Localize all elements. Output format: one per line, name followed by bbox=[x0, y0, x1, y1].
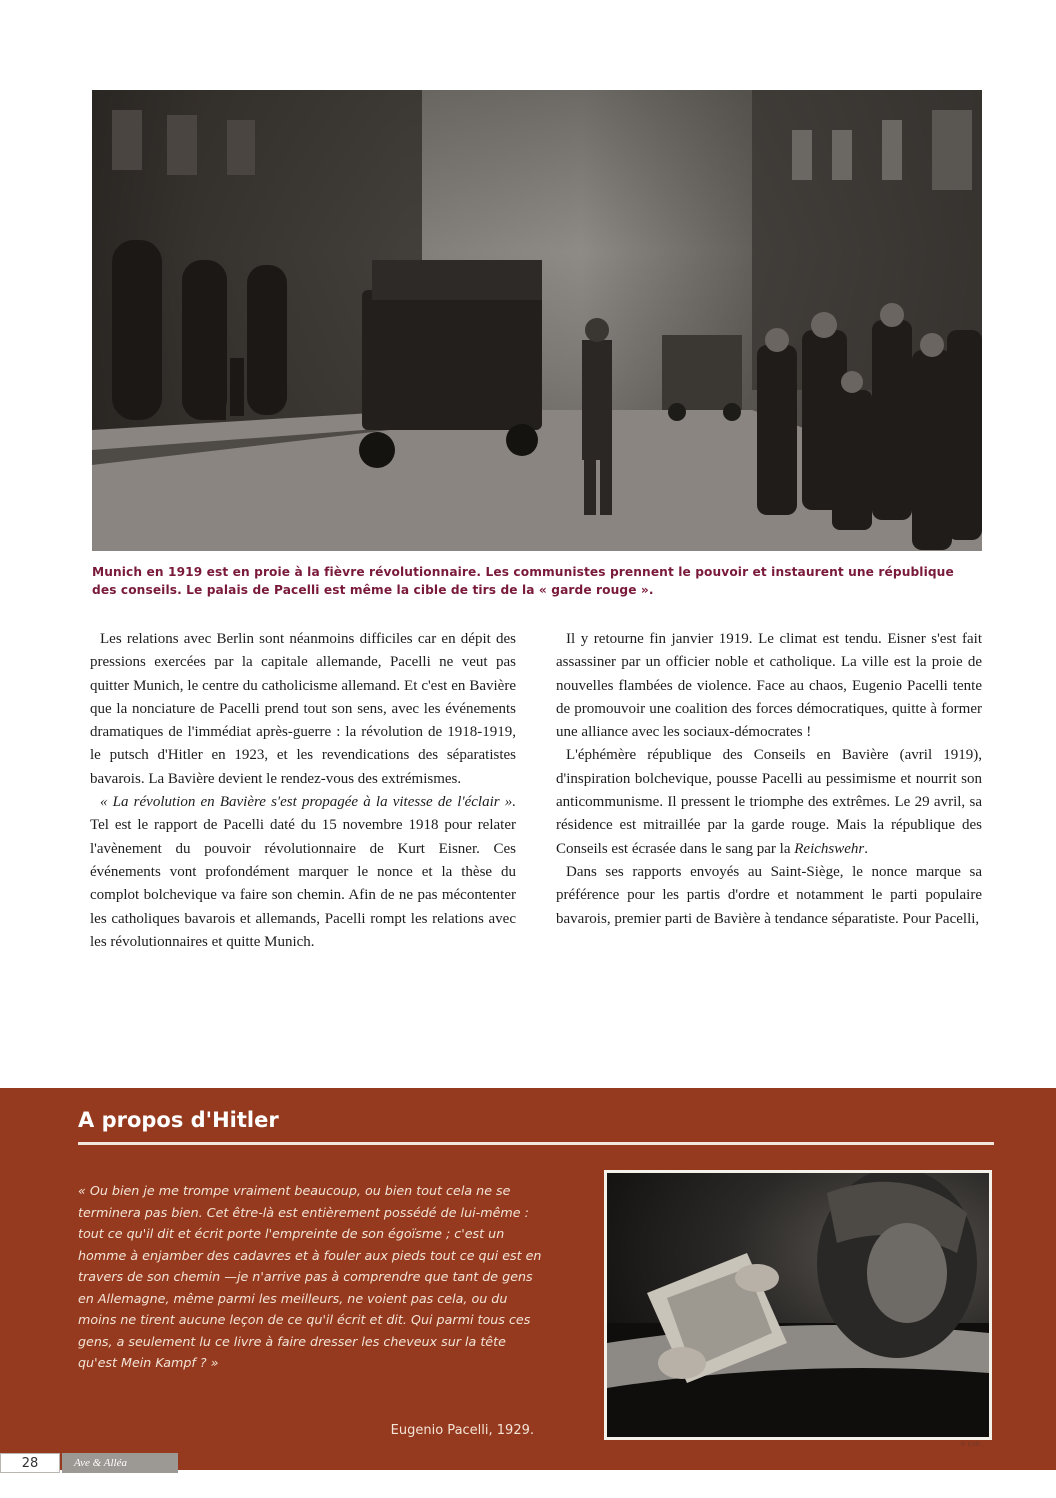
council-republic-text: L'éphémère république des Conseils en Bavière (avril 1919), d'inspiration bolchevique, pousse Pacelli au pessimisme et nourrit son anticommunisme. Il pressent le triomphe des extrêmes. Le 29 avril, sa résidence est mitraillée par la garde rouge. Mais la république des Conseils est écrasée dans le sang par la bbox=[556, 747, 982, 857]
hitler-map-photo bbox=[604, 1170, 992, 1440]
paragraph-reports-holy-see: Dans ses rapports envoyés au Saint-Siège, le nonce marque sa préférence pour les partis d'ordre et notamment le parti populaire bavarois, premier parti de Bavière à tendance séparatiste. Pour Pacelli, bbox=[556, 863, 982, 927]
council-republic-end: . bbox=[864, 840, 868, 857]
photo-caption: Munich en 1919 est en proie à la fièvre révolutionnaire. Les communistes prennent le pouvoir et instaurent une république des conseils. Le palais de Pacelli est même la cible de tirs de la « garde rouge ». bbox=[92, 565, 954, 597]
article-column-right bbox=[556, 628, 982, 931]
paragraph-revolution-report bbox=[90, 791, 516, 954]
munich-street-photo bbox=[92, 90, 982, 551]
article-column-left bbox=[90, 628, 516, 954]
pacelli-quote: « Ou bien je me trompe vraiment beaucoup, ou bien tout cela ne se terminera pas bien. Cet être-là est entièrement possédé de lui-même : tout ce qu'il dit et écrit porte l'empreinte de son égoïsme ; c'est un homme à enjamber des cadavres et à fouler aux pieds tout ce qui est en travers de son chemin —je n'arrive pas à comprendre que tant de gens en Allemagne, même parmi les meilleurs, ne voient pas cela, ou du moins ne tirent aucune leçon de ce qu'il écrit et dit. Qui parmi tous ces gens, a seulement lu ce livre à faire dresser les cheveux sur la tête qu'est Mein Kampf ? » bbox=[78, 1183, 542, 1370]
paragraph-berlin-relations: Les relations avec Berlin sont néanmoins difficiles car en dépit des pressions exercées par la capitale allemande, Pacelli ne veut pas quitter Munich, le centre du catholicisme allemand. Et c'est en Bavière que la nonciature de Pacelli prend tout son sens, avec les événements dramatiques de l'immédiat après-guerre : la révolution de 1918-1919, le putsch d'Hitler en 1923, et les revendications des séparatistes bavarois. La Bavière devient le rendez-vous des extrémismes. bbox=[90, 631, 516, 787]
paragraph-return-january: Il y retourne fin janvier 1919. Le climat est tendu. Eisner s'est fait assassiner par un officier noble et catholique. La ville est la proie de nouvelles flambées de violence. Face au chaos, Eugenio Pacelli tente de promouvoir une coalition des forces démocratiques, quitte à former une alliance avec les sociaux-démocrates ! bbox=[556, 631, 982, 741]
paragraph-council-republic bbox=[556, 744, 982, 860]
sidebar-title: A propos d'Hitler bbox=[78, 1108, 279, 1132]
photo-credit: © Coll. bbox=[960, 1441, 982, 1448]
sidebar-divider bbox=[78, 1142, 994, 1145]
photo-illustration-hitler bbox=[607, 1173, 989, 1437]
reichswehr-term: Reichswehr bbox=[794, 840, 865, 857]
magazine-name: Ave & Alléa bbox=[62, 1453, 178, 1473]
report-text: Tel est le rapport de Pacelli daté du 15 novembre 1918 pour relater l'avènement du pouvoir révolutionnaire de Kurt Eisner. Ces événements vont profondément marquer le nonce et la thèse du complot bolchevique va faire son chemin. Afin de ne pas mécontenter les catholiques bavarois et allemands, Pacelli rompt les relations avec les révolutionnaires et quitte Munich. bbox=[90, 817, 516, 950]
photo-illustration bbox=[92, 90, 982, 551]
page-number: 28 bbox=[0, 1453, 60, 1473]
quote-attribution: Eugenio Pacelli, 1929. bbox=[390, 1423, 534, 1438]
quoted-report: « La révolution en Bavière s'est propagée à la vitesse de l'éclair ». bbox=[100, 794, 516, 811]
